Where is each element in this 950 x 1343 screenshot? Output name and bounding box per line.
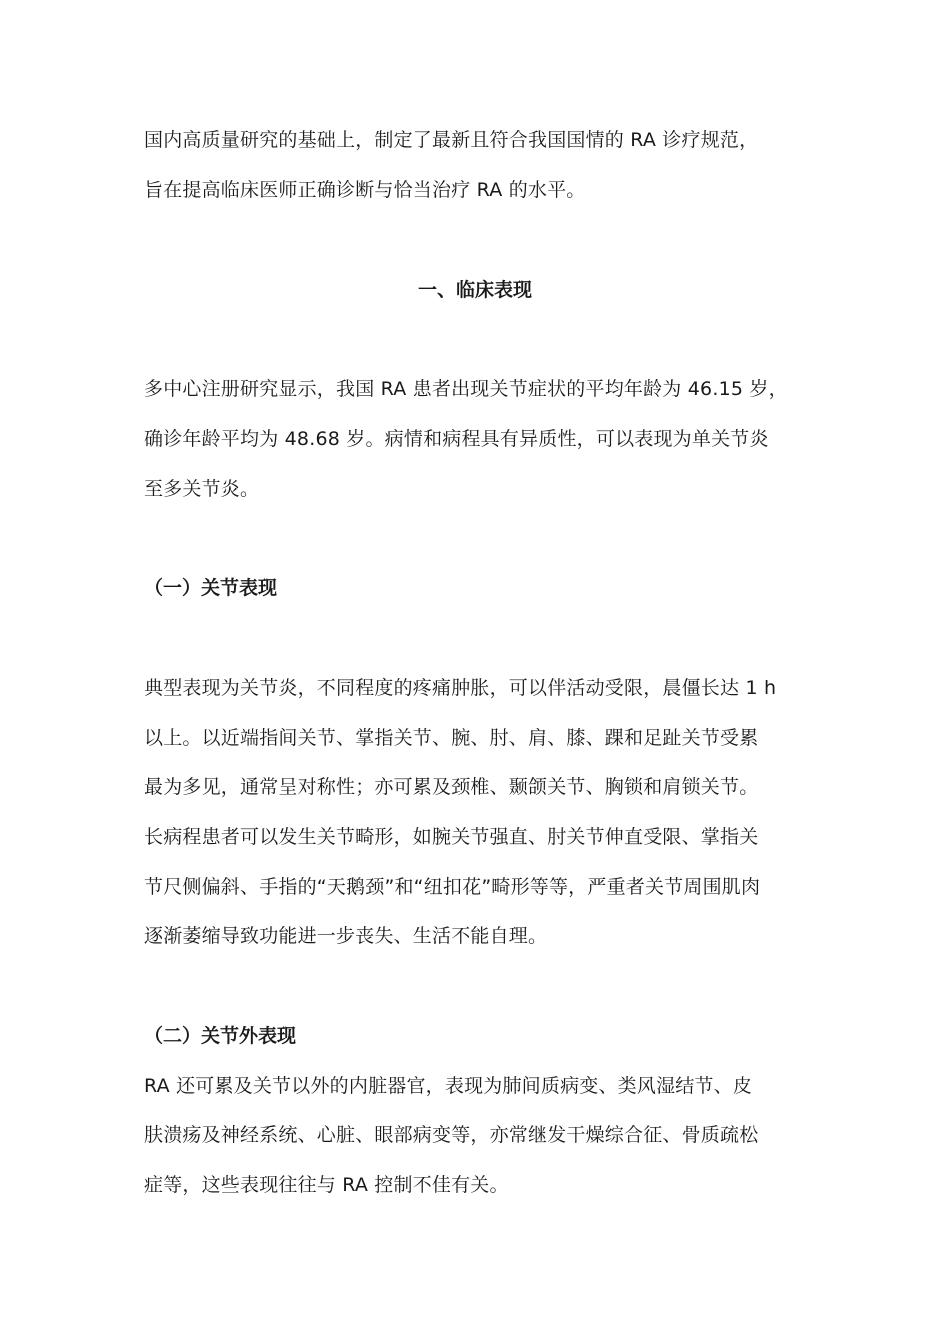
subsection1-line-4: 长病程患者可以发生关节畸形，如腕关节强直、肘关节伸直受限、掌指关 [144, 826, 759, 848]
subsection-heading-joint-manifestations: （一）关节表现 [144, 577, 278, 599]
subsection1-line-5: 节尺侧偏斜、手指的“天鹅颈”和“纽扣花”畸形等等，严重者关节周围肌肉 [144, 876, 761, 898]
intro-line-1: 国内高质量研究的基础上，制定了最新且符合我国国情的 RA 诊疗规范， [144, 129, 759, 151]
subsection1-line-3: 最为多见，通常呈对称性；亦可累及颈椎、颞颌关节、胸锁和肩锁关节。 [144, 776, 759, 798]
section1-line-3: 至多关节炎。 [144, 478, 260, 500]
section1-line-2: 确诊年龄平均为 48.68 岁。病情和病程具有异质性，可以表现为单关节炎 [144, 428, 769, 450]
subsection1-line-6: 逐渐萎缩导致功能进一步丧失、生活不能自理。 [144, 925, 548, 947]
subsection2-line-1: RA 还可累及关节以外的内脏器官，表现为肺间质病变、类风湿结节、皮 [144, 1075, 753, 1097]
subsection2-line-2: 肤溃疡及神经系统、心脏、眼部病变等，亦常继发干燥综合征、骨质疏松 [144, 1124, 759, 1146]
intro-line-2: 旨在提高临床医师正确诊断与恰当治疗 RA 的水平。 [144, 179, 586, 201]
subsection1-line-2: 以上。以近端指间关节、掌指关节、腕、肘、肩、膝、踝和足趾关节受累 [144, 727, 759, 749]
section-heading-clinical-manifestations: 一、临床表现 [417, 279, 532, 301]
subsection1-line-1: 典型表现为关节炎，不同程度的疼痛肿胀，可以伴活动受限，晨僵长达 1 h [144, 677, 777, 699]
section1-line-1: 多中心注册研究显示，我国 RA 患者出现关节症状的平均年龄为 46.15 岁， [144, 378, 788, 400]
subsection2-line-3: 症等，这些表现往往与 RA 控制不佳有关。 [144, 1174, 509, 1196]
subsection-heading-extra-articular: （二）关节外表现 [144, 1025, 297, 1047]
